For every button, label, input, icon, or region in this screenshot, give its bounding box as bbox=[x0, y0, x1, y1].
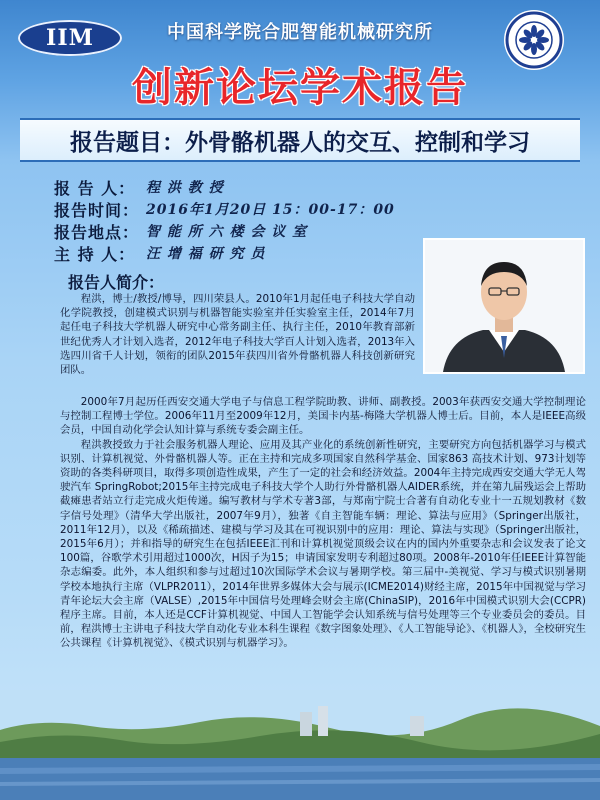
bio-section-title: 报告人简介： bbox=[68, 273, 165, 292]
info-label: 报 告 人： bbox=[54, 178, 136, 198]
info-value: 程 洪 教 授 bbox=[146, 180, 224, 196]
bio-text bbox=[60, 395, 586, 651]
info-value: 汪 增 福 研 究 员 bbox=[146, 246, 266, 262]
info-row-time bbox=[54, 198, 574, 220]
bio-paragraph: 程洪教授致力于社会服务机器人理论、应用及其产业化的系统创新性研究，主要研究方向包括机器学习与模式识别、计算机视觉、外骨骼机器人等。正在主持和完成多项国家自然科学基金、国家863 高技术计划、973计划等资助的各类科研项目，取得多项创造性成果，产生了一定的社会和经济效益。2004年主持完成西安交通大学无人驾驶汽车 SpringRobot;2015年主持完成电子科技大学个人助行外骨骼机器人AIDER系统，并在第九届残运会上帮助截瘫患者站立行走完成火炬传递。编写教材与学术专著3部，与郑南宁院士合著有自动化专业十一五规划教材《数字信号处理》（清华大学出版社，2007年9月），独著《自主智能车辆：理论、算法与应用》（Springer出版社，2011年12月），以及《稀疏描述、建模与学习及其在可视识别中的应用：理论、算法与实现》（Springer出版社，2015年6月）；并和指导的研究生在包括IEEE汇刊和计算机视觉顶级会议在内的国内外重要杂志和会议发表了论文100篇，谷歌学术引用超过1000次，H因子为15；申请国家发明专利超过80项。2008年-2010年任IEEE计算智能杂志编委。此外，本人组织和参与过超过10次国际学术会议与暑期学校。第三届中-美视觉、学习与模式识别暑期学校本地执行主席（VLPR2011），2014年世界多媒体大会与展示(ICME2014)财经主席，2015年中国视觉与学习青年论坛大会主席（VALSE）,2015年中国信号处理峰会财会主席(ChinaSIP)，2016年中国模式识别大会(CCPR)程序主席。目前，本人还是CCF计算机视觉、中国人工智能学会认知系统与信号处理等三个专业委员会的委员。目前，程洪博士主讲电子科技大学自动化专业本科生课程《数字图象处理》、《人工智能导论》、《机器人》，全校研究生公共课程《计算机视觉》、《模式识别与机器学习》。 bbox=[60, 438, 586, 650]
bio-paragraph: 程洪，博士/教授/博导，四川荣县人。2010年1月起任电子科技大学自动化学院教授，创建模式识别与机器智能实验室并任实验室主任，2014年7月起任电子科技大学机器人研究中心常务副主任、执行主任，2010年教育部新世纪优秀人才计划入选者，2012年电子科技大学百人计划入选者，2013年入选四川省千人计划，领衔的团队2015年获四川省外骨骼机器人科技创新研究团队。 bbox=[60, 293, 415, 377]
info-label: 报告时间： bbox=[54, 200, 140, 220]
iim-logo-text: IIM bbox=[46, 25, 94, 51]
info-label: 报告地点： bbox=[54, 222, 140, 242]
speaker-photo bbox=[423, 238, 585, 374]
info-value: 智 能 所 六 楼 会 议 室 bbox=[146, 224, 308, 240]
speaker-portrait-icon bbox=[425, 240, 583, 372]
org-name: 中国科学院合肥智能机械研究所 bbox=[167, 22, 433, 43]
info-label: 主 持 人： bbox=[54, 244, 136, 264]
info-value: 2016年1月20日 15：00-17：00 bbox=[146, 202, 395, 218]
lake-scenery bbox=[0, 690, 600, 800]
report-topic-bar bbox=[20, 118, 580, 162]
bio-paragraph: 2000年7月起历任西安交通大学电子与信息工程学院助教、讲师、副教授。2003年获西安交通大学控制理论与控制工程博士学位。2006年11月至2009年12月，美国卡内基-梅隆大学机器人博士后。目前，本人是IEEE高级会员，中国自动化学会认知计算与系统专委会副主任。 bbox=[60, 396, 586, 437]
info-row-speaker bbox=[54, 176, 574, 198]
bio-text-intro bbox=[60, 292, 415, 377]
report-topic: 报告题目：外骨骼机器人的交互、控制和学习 bbox=[70, 129, 530, 156]
forum-title: 创新论坛学术报告 bbox=[132, 65, 468, 111]
